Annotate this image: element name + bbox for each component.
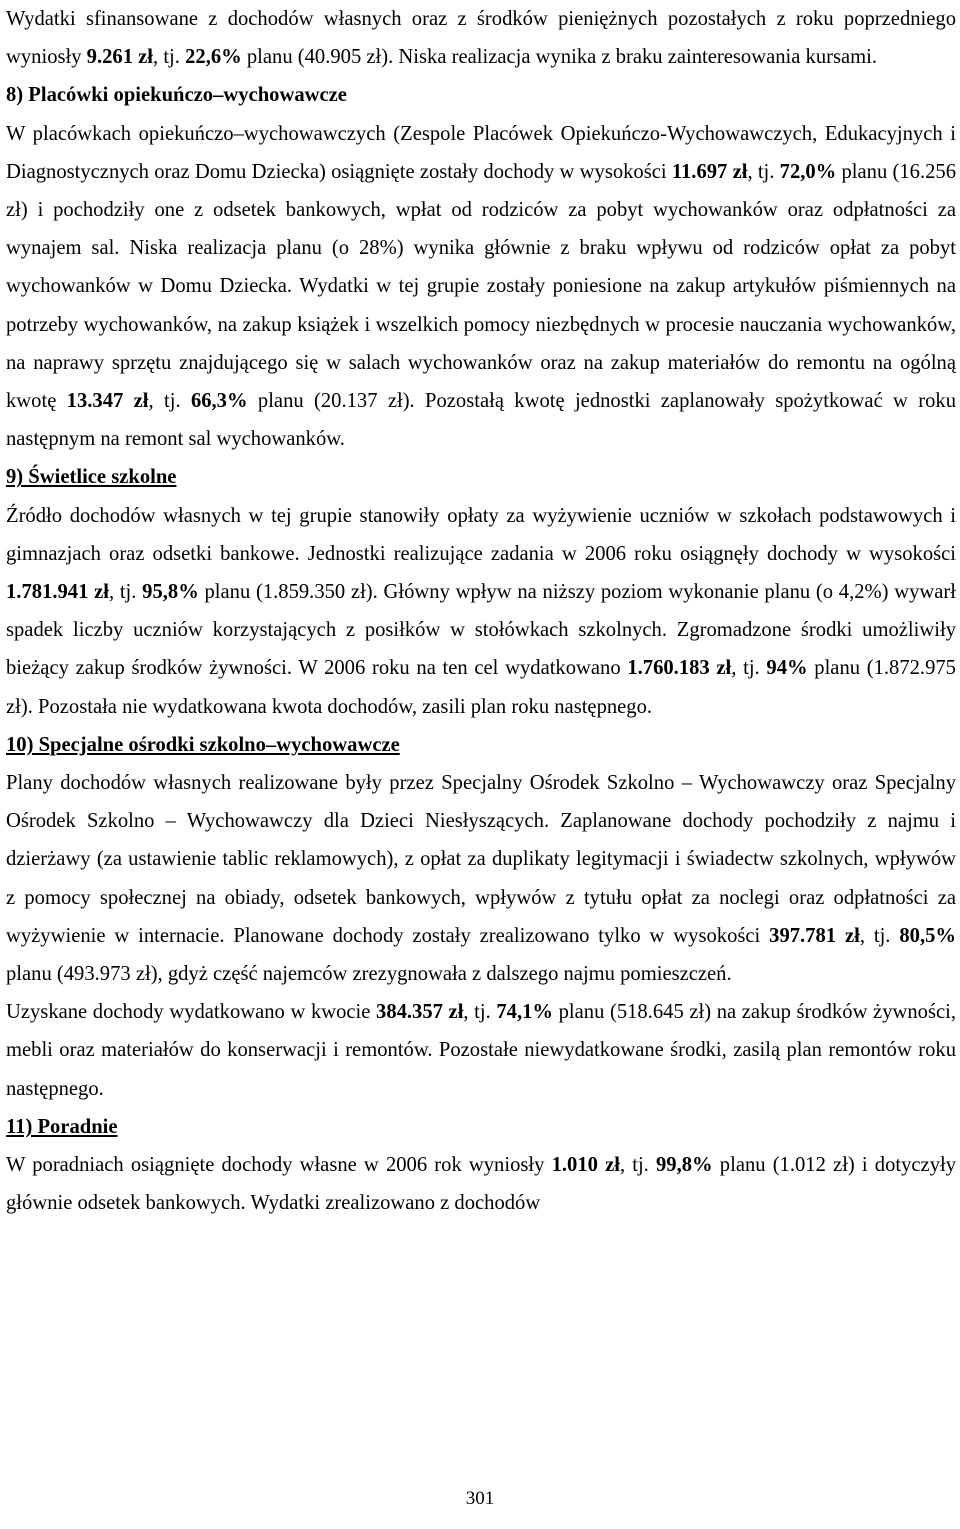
- text-run: , tj.: [731, 657, 767, 680]
- text-run: W poradniach osiągnięte dochody własne w 2006 rok wyniosły: [6, 1154, 552, 1177]
- text-run: planu (20.137 zł). Pozostałą kwotę jednostki zaplanowały spożytkować w roku następnym na remont sal wychowanków.: [6, 390, 956, 451]
- bold-value: 9.261 zł: [86, 46, 154, 69]
- bold-value: 74,1%: [496, 1001, 554, 1024]
- bold-value: 13.347 zł: [66, 390, 149, 413]
- text-run: planu (493.973 zł), gdyż część najemców zrezygnowała z dalszego najmu pomieszczeń.: [6, 963, 732, 986]
- text-run: planu (40.905 zł). Niska realizacja wynika z braku zainteresowania kursami.: [241, 46, 878, 69]
- text-run: W placówkach opiekuńczo–wychowawczych (Zespole Placówek Opiekuńczo-Wychowawczych, Edukacyjnych i Diagnostycznych oraz Domu Dziecka) osiągnięte zostały dochody w wysokości: [6, 122, 956, 183]
- bold-value: 384.357 zł: [376, 1001, 464, 1024]
- bold-value: 1.781.941 zł: [6, 581, 109, 604]
- text-run: , tj.: [859, 924, 900, 947]
- text-run: Wydatki sfinansowane z dochodów własnych oraz z środków pieniężnych pozostałych z roku poprzedniego wyniosły: [6, 8, 956, 69]
- page-number: 301: [465, 1488, 495, 1509]
- text-run: Uzyskane dochody wydatkowano w kwocie: [6, 1001, 377, 1024]
- document-page: [6, 0, 956, 1223]
- paragraph-section-8: [6, 115, 956, 459]
- bold-value: 22,6%: [185, 46, 242, 69]
- paragraph-section-9: [6, 497, 956, 726]
- bold-value: 11.697 zł: [671, 160, 748, 183]
- paragraph-intro: [6, 0, 956, 76]
- text-run: planu (1.859.350 zł). Główny wpływ na niższy poziom wykonanie planu (o 4,2%) wywarł spadek liczby uczniów korzystających z posiłków w stołówkach szkolnych. Zgromadzone środki umożliwiły bieżący zakup środków żywności. W 2006 roku na ten cel wydatkowano: [6, 581, 956, 680]
- text-run: planu (1.012 zł) i dotyczyły głównie odsetek bankowych. Wydatki zrealizowano z dochodów: [6, 1154, 957, 1215]
- text-run: planu (1.872.975 zł). Pozostała nie wydatkowana kwota dochodów, zasili plan roku następnego.: [6, 657, 956, 718]
- text-run: , tj.: [153, 46, 186, 69]
- text-run: , tj.: [463, 1001, 497, 1024]
- text-run: , tj.: [108, 581, 143, 604]
- paragraph-section-10-a: [6, 764, 956, 993]
- heading-section-11: 11) Poradnie: [6, 1115, 118, 1138]
- text-run: , tj.: [747, 160, 780, 183]
- text-run: , tj.: [148, 390, 191, 413]
- heading-section-10: 10) Specjalne ośrodki szkolno–wychowawcze: [6, 733, 400, 756]
- heading-section-9: 9) Świetlice szkolne: [6, 466, 177, 489]
- paragraph-section-10-b: [6, 993, 956, 1108]
- bold-value: 397.781 zł: [769, 924, 860, 947]
- bold-value: 72,0%: [779, 160, 837, 183]
- bold-value: 99,8%: [656, 1154, 713, 1177]
- bold-value: 66,3%: [190, 390, 248, 413]
- bold-value: 94%: [766, 657, 808, 680]
- text-run: planu (16.256 zł) i pochodziły one z odsetek bankowych, wpłat od rodziców za pobyt wychowanków oraz odpłatności za wynajem sal. Niska realizacja planu (o 28%) wynika głównie z braku wpływu od rodziców opłat za pobyt wychowanków w Domu Dziecka. Wydatki w tej grupie zostały poniesione na zakup artykułów piśmiennych na potrzeby wychowanków, na zakup książek i wszelkich pomocy niezbędnych w procesie nauczania wychowanków, na naprawy sprzętu znajdującego się w salach wychowanków oraz na zakup materiałów do remontu na ogólną kwotę: [6, 160, 956, 413]
- bold-value: 1.010 zł: [551, 1154, 620, 1177]
- text-run: Plany dochodów własnych realizowane były przez Specjalny Ośrodek Szkolno – Wychowawczy oraz Specjalny Ośrodek Szkolno – Wychowawczy dla Dzieci Niesłyszących. Zaplanowane dochody pochodziły z najmu i dzierżawy (za ustawienie tablic reklamowych), z opłat za duplikaty legitymacji i świadectw szkolnych, wpływów z pomocy społecznej na obiady, odsetek bankowych, wpływów z tytułu opłat za noclegi oraz odpłatności za wyżywienie w internacie. Planowane dochody zostały zrealizowano tylko w wysokości: [6, 772, 956, 947]
- text-run: Źródło dochodów własnych w tej grupie stanowiły opłaty za wyżywienie uczniów w szkołach podstawowych i gimnazjach oraz odsetki bankowe. Jednostki realizujące zadania w 2006 roku osiągnęły dochody w wysokości: [6, 504, 956, 565]
- text-run: planu (518.645 zł) na zakup środków żywności, mebli oraz materiałów do konserwacji i remontów. Pozostałe niewydatkowane środki, zasilą plan remontów roku następnego.: [6, 1001, 956, 1100]
- text-run: , tj.: [619, 1154, 656, 1177]
- heading-section-8: 8) Placówki opiekuńczo–wychowawcze: [6, 84, 347, 107]
- bold-value: 95,8%: [142, 581, 199, 604]
- paragraph-section-11: [6, 1146, 956, 1222]
- bold-value: 1.760.183 zł: [627, 657, 732, 680]
- bold-value: 80,5%: [899, 924, 956, 947]
